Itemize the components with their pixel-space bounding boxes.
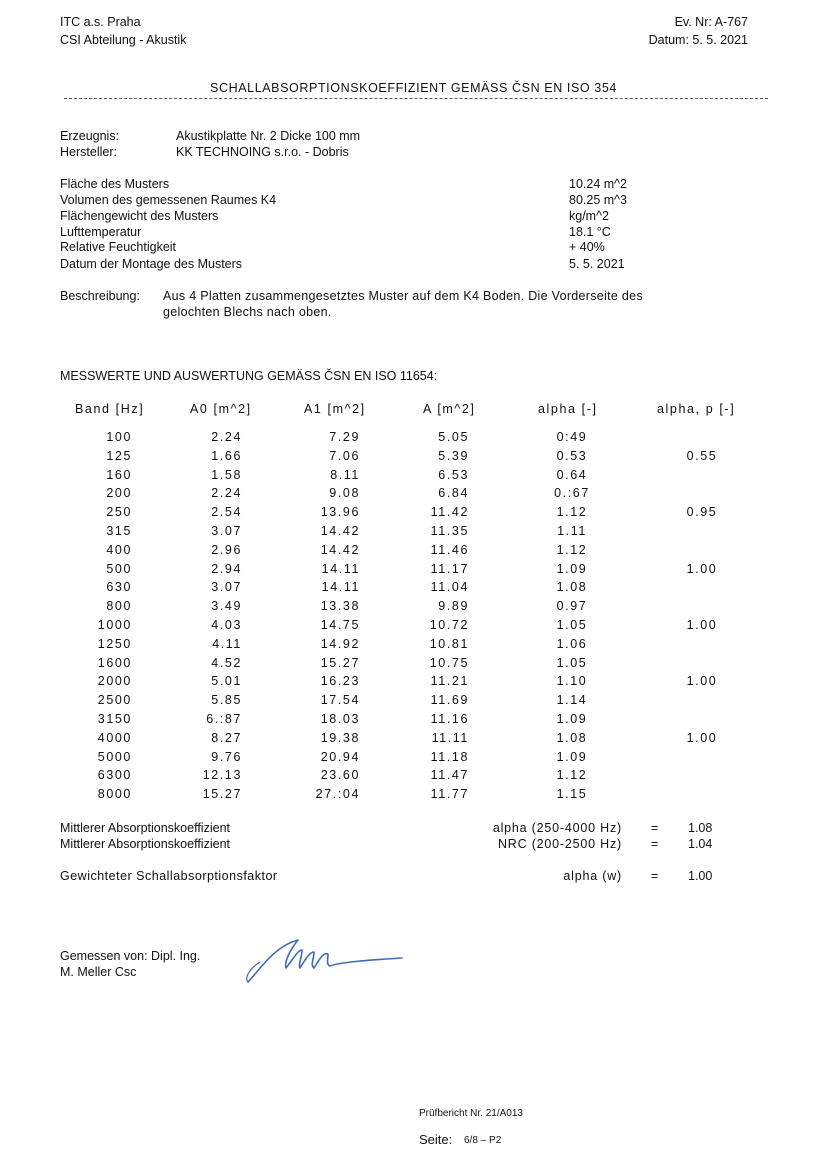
divider <box>64 98 768 99</box>
band-cell: 3150 <box>97 712 132 726</box>
summary-eq: = <box>651 869 659 883</box>
a-cell: 5.05 <box>438 430 469 444</box>
band-cell: 160 <box>106 467 132 482</box>
table-row <box>0 731 827 750</box>
alpha-cell: 1.11 <box>557 524 587 538</box>
band-cell: 100 <box>106 430 132 444</box>
a1-cell: 23.60 <box>320 768 360 783</box>
param-label: Fläche des Musters <box>60 177 170 191</box>
page-label: Seite: <box>419 1132 453 1147</box>
description-label: Beschreibung: <box>60 289 140 303</box>
band-cell: 2500 <box>97 693 132 708</box>
a0-cell: 3.07 <box>211 580 242 595</box>
org-name: ITC a.s. Praha <box>60 15 141 29</box>
a-cell: 11.77 <box>430 787 469 802</box>
a-cell: 9.89 <box>438 599 469 614</box>
summary-label: Mittlerer Absorptionskoeffizient <box>60 837 230 851</box>
document-title: SCHALLABSORPTIONSKOEFFIZIENT GEMÄSS ČSN EN ISO 354 <box>210 81 617 95</box>
table-row <box>0 637 827 656</box>
summary-label: Mittlerer Absorptionskoeffizient <box>60 821 230 835</box>
table-row <box>0 449 827 468</box>
column-header: A1 [m^2] <box>304 402 366 416</box>
table-row <box>0 562 827 581</box>
param-value: 5. 5. 2021 <box>569 257 625 271</box>
alpha-cell: 1.09 <box>556 561 588 576</box>
param-value: kg/m^2 <box>569 209 609 223</box>
measured-by: Gemessen von: Dipl. Ing. <box>60 949 201 963</box>
band-cell: 800 <box>106 599 132 614</box>
a0-cell: 5.01 <box>211 674 242 689</box>
summary-metric: alpha (250-4000 Hz) <box>492 821 622 835</box>
band-cell: 500 <box>106 561 132 576</box>
a0-cell: 2.94 <box>211 561 242 576</box>
a0-cell: 8.27 <box>211 730 242 745</box>
a-cell: 10.81 <box>429 636 469 651</box>
table-row <box>0 674 827 693</box>
manufacturer-value: KK TECHNOING s.r.o. - Dobris <box>176 145 349 159</box>
alpha-cell: 1.12 <box>556 505 588 520</box>
a-cell: 10.75 <box>429 655 469 670</box>
a-cell: 11.11 <box>431 730 469 745</box>
band-cell: 2000 <box>97 674 132 689</box>
report-number: Prüfbericht Nr. 21/A013 <box>419 1108 523 1119</box>
alpha-cell: 0.53 <box>556 448 588 463</box>
alpha-cell: 0.97 <box>556 599 588 614</box>
a-cell: 11.35 <box>430 524 469 538</box>
a0-cell: 3.07 <box>211 524 242 538</box>
a-cell: 5.39 <box>438 448 469 463</box>
a0-cell: 9.76 <box>211 749 242 764</box>
a-cell: 11.69 <box>430 693 469 708</box>
alpha-cell: 0.:67 <box>554 486 590 501</box>
a1-cell: 7.29 <box>329 430 360 444</box>
a1-cell: 20.94 <box>320 749 360 764</box>
table-row <box>0 468 827 487</box>
a1-cell: 18.03 <box>320 712 360 726</box>
a0-cell: 6.:87 <box>206 712 242 726</box>
param-label: Lufttemperatur <box>60 225 142 239</box>
a0-cell: 4.03 <box>211 618 242 632</box>
alpha-cell: 1.12 <box>556 768 588 783</box>
param-value: 18.1 °C <box>569 225 611 239</box>
table-row <box>0 787 827 806</box>
alpha-cell: 1.05 <box>556 618 588 632</box>
report-date: Datum: 5. 5. 2021 <box>648 33 748 47</box>
a0-cell: 12.13 <box>202 768 242 783</box>
a-cell: 6.84 <box>438 486 469 501</box>
param-label: Relative Feuchtigkeit <box>60 240 177 254</box>
table-header <box>0 402 827 421</box>
band-cell: 630 <box>106 580 132 595</box>
param-value: + 40% <box>569 240 605 254</box>
table-row <box>0 712 827 731</box>
param-label: Flächengewicht des Musters <box>60 209 219 223</box>
a1-cell: 9.08 <box>329 486 360 501</box>
alpha-cell: 1.09 <box>556 749 588 764</box>
table-row <box>0 543 827 562</box>
a1-cell: 14.11 <box>321 580 360 595</box>
a1-cell: 16.23 <box>320 674 360 689</box>
table-row <box>0 656 827 675</box>
a-cell: 11.21 <box>430 674 469 689</box>
a1-cell: 17.54 <box>320 693 360 708</box>
a1-cell: 14.11 <box>321 561 360 576</box>
a-cell: 10.72 <box>429 618 469 632</box>
a0-cell: 5.85 <box>211 693 242 708</box>
table-row <box>0 524 827 543</box>
a1-cell: 15.27 <box>320 655 360 670</box>
summary-value: 1.08 <box>688 821 713 835</box>
a1-cell: 13.96 <box>320 505 360 520</box>
param-value: 80.25 m^3 <box>569 193 627 207</box>
alpha-cell: 1.12 <box>556 542 588 557</box>
section-title: MESSWERTE UND AUSWERTUNG GEMÄSS ČSN EN ISO 11654: <box>60 369 438 383</box>
a0-cell: 4.11 <box>212 636 242 651</box>
param-label: Datum der Montage des Musters <box>60 257 243 271</box>
alpha-cell: 1.08 <box>556 730 588 745</box>
band-cell: 250 <box>106 505 132 520</box>
alpha-p-cell: 1.00 <box>686 730 718 745</box>
alpha-p-cell: 1.00 <box>686 561 718 576</box>
description-line: gelochten Blechs nach oben. <box>163 305 332 319</box>
column-header: A [m^2] <box>423 402 476 416</box>
product-value: Akustikplatte Nr. 2 Dicke 100 mm <box>176 129 361 143</box>
band-cell: 1000 <box>97 618 132 632</box>
a-cell: 11.17 <box>430 561 469 576</box>
manufacturer-label: Hersteller: <box>60 145 117 159</box>
alpha-cell: 1.08 <box>556 580 588 595</box>
a0-cell: 2.96 <box>211 542 242 557</box>
department: CSI Abteilung - Akustik <box>60 33 187 47</box>
a1-cell: 8.11 <box>330 467 360 482</box>
a1-cell: 7.06 <box>329 448 360 463</box>
alpha-cell: 1.06 <box>556 636 588 651</box>
a0-cell: 2.54 <box>211 505 242 520</box>
page-number: 6/8 – P2 <box>464 1135 502 1146</box>
description-line: Aus 4 Platten zusammengesetztes Muster auf dem K4 Boden. Die Vorderseite des <box>163 289 643 303</box>
alpha-cell: 1.10 <box>556 674 588 689</box>
alpha-cell: 0.64 <box>556 467 588 482</box>
band-cell: 125 <box>106 448 132 463</box>
alpha-p-cell: 1.00 <box>686 618 718 632</box>
a1-cell: 14.42 <box>320 542 360 557</box>
a-cell: 11.18 <box>430 749 469 764</box>
signature <box>240 928 410 990</box>
a0-cell: 2.24 <box>211 486 242 501</box>
band-cell: 200 <box>106 486 132 501</box>
param-value: 10.24 m^2 <box>569 177 627 191</box>
a-cell: 6.53 <box>438 467 469 482</box>
band-cell: 5000 <box>97 749 132 764</box>
a0-cell: 1.58 <box>211 467 242 482</box>
column-header: alpha, p [-] <box>657 402 736 416</box>
measurer-name: M. Meller Csc <box>60 965 137 979</box>
summary-value: 1.00 <box>688 869 713 883</box>
band-cell: 315 <box>106 524 132 538</box>
summary-value: 1.04 <box>688 837 713 851</box>
summary-label: Gewichteter Schallabsorptionsfaktor <box>60 869 278 883</box>
alpha-p-cell: 0.95 <box>686 505 718 520</box>
table-row <box>0 430 827 449</box>
band-cell: 4000 <box>97 730 132 745</box>
a1-cell: 13.38 <box>320 599 360 614</box>
band-cell: 6300 <box>97 768 132 783</box>
table-row <box>0 599 827 618</box>
a1-cell: 27.:04 <box>315 787 360 802</box>
alpha-p-cell: 0.55 <box>686 448 718 463</box>
param-label: Volumen des gemessenen Raumes K4 <box>60 193 277 207</box>
alpha-cell: 0:49 <box>556 430 588 444</box>
a0-cell: 2.24 <box>211 430 242 444</box>
a-cell: 11.42 <box>430 505 469 520</box>
table-row <box>0 505 827 524</box>
a1-cell: 19.38 <box>320 730 360 745</box>
a1-cell: 14.42 <box>320 524 360 538</box>
table-row <box>0 693 827 712</box>
alpha-cell: 1.15 <box>556 787 588 802</box>
column-header: Band [Hz] <box>75 402 145 416</box>
summary-metric: alpha (w) <box>563 869 622 883</box>
a-cell: 11.47 <box>430 768 469 783</box>
a0-cell: 3.49 <box>211 599 242 614</box>
band-cell: 1600 <box>97 655 132 670</box>
a1-cell: 14.75 <box>320 618 360 632</box>
band-cell: 400 <box>106 542 132 557</box>
a-cell: 11.16 <box>430 712 469 726</box>
band-cell: 1250 <box>97 636 132 651</box>
table-row <box>0 768 827 787</box>
column-header: A0 [m^2] <box>190 402 252 416</box>
summary-eq: = <box>651 837 659 851</box>
alpha-cell: 1.05 <box>556 655 588 670</box>
a0-cell: 1.66 <box>211 448 242 463</box>
reference-number: Ev. Nr: A-767 <box>674 15 748 29</box>
table-row <box>0 486 827 505</box>
alpha-cell: 1.14 <box>556 693 588 708</box>
table-row <box>0 750 827 769</box>
summary-metric: NRC (200-2500 Hz) <box>497 837 622 851</box>
a0-cell: 15.27 <box>202 787 242 802</box>
a1-cell: 14.92 <box>320 636 360 651</box>
alpha-p-cell: 1.00 <box>686 674 718 689</box>
a0-cell: 4.52 <box>211 655 242 670</box>
product-label: Erzeugnis: <box>60 129 120 143</box>
a-cell: 11.46 <box>430 542 469 557</box>
column-header: alpha [-] <box>538 402 598 416</box>
table-row <box>0 618 827 637</box>
alpha-cell: 1.09 <box>556 712 588 726</box>
table-row <box>0 580 827 599</box>
band-cell: 8000 <box>97 787 132 802</box>
a-cell: 11.04 <box>430 580 469 595</box>
summary-eq: = <box>651 821 659 835</box>
